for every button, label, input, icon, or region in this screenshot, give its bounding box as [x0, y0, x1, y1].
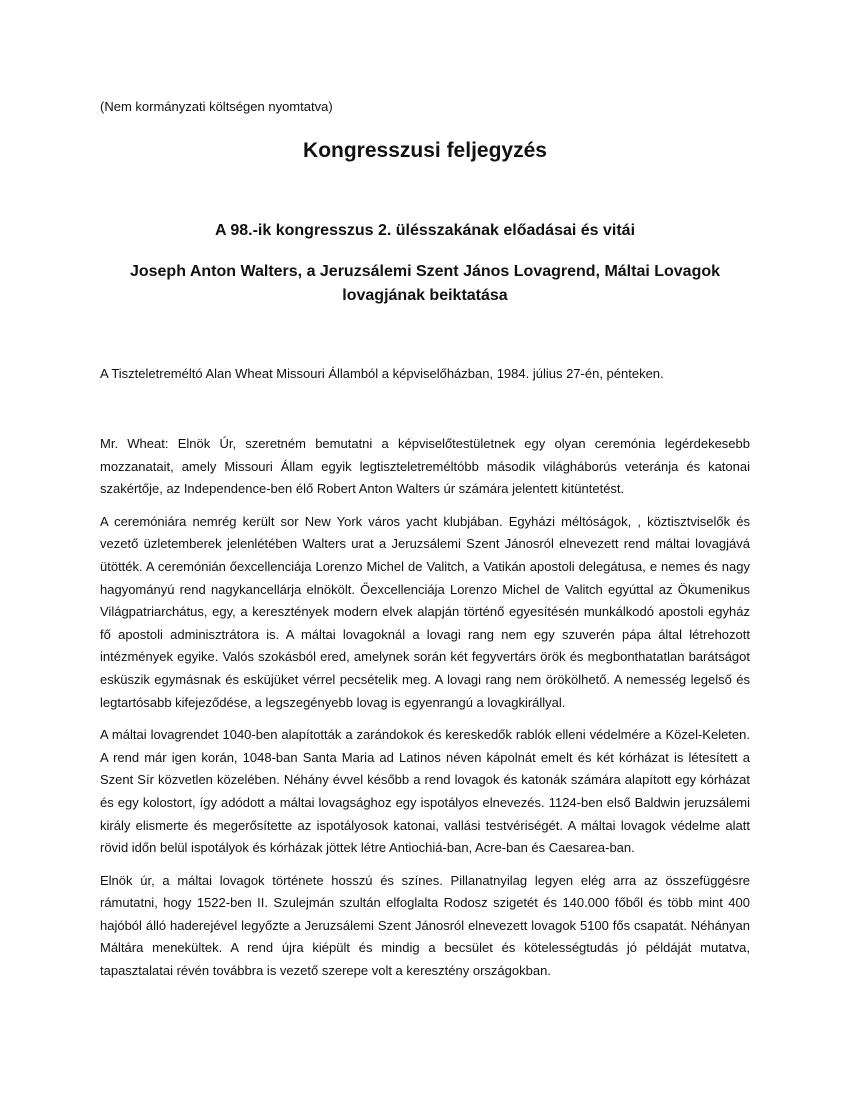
printing-note: (Nem kormányzati költségen nyomtatva) [100, 99, 333, 114]
intro-line: A Tiszteletreméltó Alan Wheat Missouri Államból a képviselőházban, 1984. július 27-én, pénteken. [100, 366, 664, 381]
body-text [100, 433, 750, 993]
page-title: Kongresszusi feljegyzés [303, 139, 547, 162]
paragraph: A máltai lovagrendet 1040-ben alapították a zarándokok és kereskedők rablók elleni védelmére a Közel-Keleten. A rend már igen korán, 1048-ban Santa Maria ad Latinos néven kápolnát emelt és két kórházat is létesített a Szent Sír közvetlen közelében. Néhány évvel később a rend lovagok és katonák számára alapított egy kórházat és egy kolostort, így adódott a máltai lovagsághoz egy ispotályos elnevezés. 1124-ben első Baldwin jeruzsálemi király elismerte és megerősítette az ispotályosok katonai, vallási testvériségét. A máltai lovagok védelme alatt rövid időn belül ispotályok és kórházak jöttek létre Antiochiá-ban, Acre-ban és Caesarea-ban. [100, 727, 750, 856]
session-subtitle: A 98.-ik kongresszus 2. ülésszakának előadásai és vitái [214, 222, 636, 239]
article-heading: Joseph Anton Walters, a Jeruzsálemi Szent János Lovagrend, Máltai Lovagok lovagjának beiktatása [129, 263, 721, 304]
paragraph: Elnök úr, a máltai lovagok története hosszú és színes. Pillanatnyilag legyen elég arra az összefüggésre rámutatni, hogy 1522-ben II. Szulejmán szultán elfoglalta Rodosz szigetét és 140.000 főből és több mint 400 hajóból álló haderejével legyőzte a Jeruzsálemi Szent Jánosról elnevezett lovagok 5100 fős csapatát. Néhányan Máltára menekültek. A rend újra kiépült és mindig a becsület és kötelességtudás jó példáját mutatva, tapasztalatai révén továbbra is vezető szerepe volt a keresztény országokban. [100, 872, 750, 979]
paragraph: A ceremóniára nemrég került sor New York város yacht klubjában. Egyházi méltóságok, , köztisztviselők és vezető üzletemberek jelenlétében Walters urat a Jeruzsálemi Szent Jánosról elnevezett rend máltai lovagjává ütötték. A ceremónián őexcellenciája Lorenzo Michel de Valitch, a Vatikán apostoli delegátusa, e nemes és nagy hagyományú rend nagykancellárja elnökölt. Őexcellenciája Lorenzo Michel de Valitch egyúttal az Ökumenikus Világpatriarchátus, egy, a keresztények modern elvek alapján történő egyesítésén munkálkodó apostoli egyház fő apostoli adminisztrátora is. A máltai lovagoknál a lovagi rang nem egy szuverén pápa által létrehozott intézmények egyike. Valós szokásból ered, amelynek során két fegyvertárs örök és megbonthatatlan barátságot esküszik egymásnak és esküjüket vérrel pecsételik meg. A lovagi rang nem örökölhető. A nemesség legelső és legtartósabb kifejeződése, a legszegényebb lovag is egyenrangú a lovagkirállyal. [100, 513, 750, 710]
paragraph: Mr. Wheat: Elnök Úr, szeretném bemutatni a képviselőtestületnek egy olyan ceremónia legérdekesebb mozzanatait, amely Missouri Állam egyik legtiszteletreméltóbb második világháborús veteránja és katonai szakértője, az Independence-ben élő Robert Anton Walters úr számára jelentett kitüntetést. [100, 436, 750, 497]
